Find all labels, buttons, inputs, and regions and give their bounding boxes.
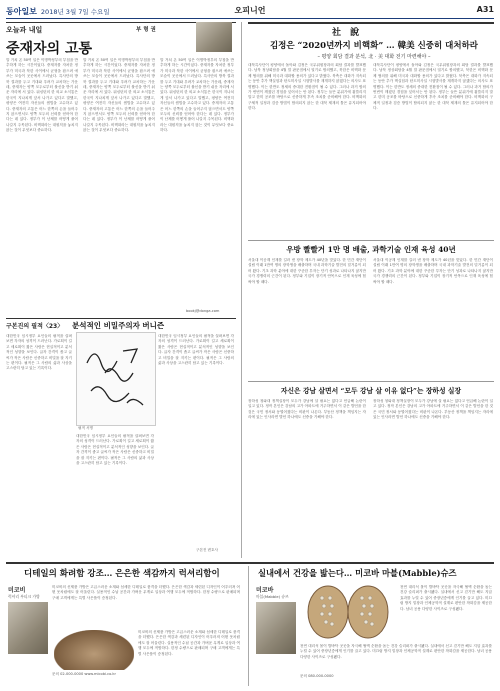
editorial-body-2a: 서울대 이공계 인재를 길러 낸 장학 제도가 40년을 맞았다. 한 민간 재단이 설립 이래 1만여 명의 장학생을 배출하며 국내 과학기술 발전의 밑거름이 되어 왔다. 기초 과학 분야에 대한 꾸준한 투자는 단기 성과로 나타나지 않지만 국가 경쟁력의 근간이 된다. 정부와 기업이 장기적 안목으로 인재 육성에 힘써야 할 때다. [248, 258, 366, 284]
page-number: A31 [476, 5, 494, 14]
ad-left-brand: 미코비 [8, 587, 26, 594]
ad-right-model-photo [256, 602, 296, 654]
editorial-kicker: 社 說 [332, 28, 363, 38]
editorial-main-title: 김정은 “2020년까지 비핵화” … 韓美 신중히 대처하라 [269, 41, 479, 51]
handwriting-body-1: 대한민국 임시정부 요인들의 필적을 살펴보면 각자의 성격이 드러난다. 가로획이 길고 세로획이 짧은 사람은 현실적이고 분석적인 성향을 보인다. 글자 간격이 좁고 글씨가 작은 사람은 신중하고 비밀을 잘 지키는 편이다. 필적은 그 사람의 삶과 사상을 고스란히 담고 있는 기록이다. [6, 334, 72, 371]
editorial-title-3: 자신은 강남 살면서 “모두 강남 살 이유 없다”는 장하성 실장 [280, 387, 462, 395]
column-body-2: 말 거치 온 50여 일은 이명박정부의 부침을 반추하게 하는 시간이었다. 중재자를 자처한 정부가 미국과 북한 사이에서 균형을 잡으려 애쓰는 모습이 곳곳에서 드러났다. 특사단의 방북 결과를 두고 기대와 우려가 교차하는 가운데, 중재자는 양쪽 모두로부터 불신을 받기 쉬운 자리에 서 있다. 워싱턴의 한 외교 소식통은 한국이 지나치게 앞서 나가고 있다고 말했고, 평양은 여전히 자신들의 셈법을 고수하고 있다. 중재자의 고통은 어느 한쪽의 손을 들어주지 않으면서도 양쪽 모두의 신뢰를 얻어야 한다는 데 있다. 정부가 이 난제를 어떻게 풀어 나갈지 주목된다. 비핵화라는 대원칙을 놓치지 않는 것이 무엇보다 중요하다. [83, 58, 155, 133]
handwriting-title: 분석적인 비밀주의자 버니즌 [72, 321, 165, 330]
editorial-body-2b: 서울대 이공계 인재를 길러 낸 장학 제도가 40년을 맞았다. 한 민간 재단이 설립 이래 1만여 명의 장학생을 배출하며 국내 과학기술 발전의 밑거름이 되어 왔다. 기초 과학 분야에 대한 꾸준한 투자는 단기 성과로 나타나지 않지만 국가 경쟁력의 근간이 된다. 정부와 기업이 장기적 안목으로 인재 육성에 힘써야 할 때다. [373, 258, 493, 284]
ad-right-brand-sub: 마블(Mabble) 슈즈 [256, 594, 289, 599]
section-title: 오피니언 [234, 6, 266, 15]
ad-separator [248, 566, 249, 686]
editorial-body-3b: 장하성 청와대 정책실장이 모두가 강남에 살 필요는 없다고 언급해 논란이 일고 있다. 정작 본인은 강남의 고가 아파트에 거주하면서 이 같은 발언을 한 것은 국민 정서와 동떨어졌다는 비판이 나온다. 부동산 정책을 책임지는 자리에 있는 인사라면 발언 하나에도 신중을 기해야 한다. [373, 399, 493, 420]
editorial-body-1a: 대북특사단이 평양에서 돌아와 김정은 국무위원장과의 회담 결과를 발표했다. 남북 정상회담을 4월 말 판문점에서 열기로 합의했고, 북한은 비핵화 문제 협의를 위해 미국과 대화할 용의가 있다고 밝혔다. 북측은 대화가 지속되는 동안 추가 핵실험과 탄도미사일 시험발사를 재개하지 않겠다는 의사도 표명했다. 이는 한반도 정세의 중대한 전환점이 될 수 있다. 그러나 과거 합의가 번번이 깨졌던 경험을 잊어서는 안 된다. 정부는 들뜬 분위기에 휩쓸리지 말고 한미 공조를 바탕으로 신중하게 후속 조치를 준비해야 한다. 비핵화의 구체적 일정과 검증 방법이 합의되지 않는 한 대북 제재의 틀은 유지되어야 한다. [248, 63, 366, 111]
columnist-photo [196, 22, 232, 52]
handwriting-author: 구본진 변호사 [196, 548, 218, 552]
ad-left-body-2: 미코비의 신제품 가방은 고급스러운 소재와 섬세한 디테일로 품격을 더했다. 은은한 색감과 세련된 디자인이 어우러져 어떤 옷차림에도 잘 어울린다. 실용적인 수납 공간과 가벼운 무게로 일상과 여행 모두에 적합하다. 한정 수량으로 판매되며 구매 고객에게는 특별 사은품이 증정된다. [138, 630, 240, 656]
signature-drawing [77, 333, 155, 425]
column-email: bookj@donga.com [186, 309, 220, 313]
handwriting-sample [76, 332, 156, 426]
ad-left-model-photo [8, 602, 48, 654]
ad-right-brand: 미코바 [256, 587, 274, 594]
column-byline: 부 형 권 [136, 27, 156, 33]
editorial-body-1b: 대북특사단이 평양에서 돌아와 김정은 국무위원장과의 회담 결과를 발표했다. 남북 정상회담을 4월 말 판문점에서 열기로 합의했고, 북한은 비핵화 문제 협의를 위해 미국과 대화할 용의가 있다고 밝혔다. 북측은 대화가 지속되는 동안 추가 핵실험과 탄도미사일 시험발사를 재개하지 않겠다는 의사도 표명했다. 이는 한반도 정세의 중대한 전환점이 될 수 있다. 그러나 과거 합의가 번번이 깨졌던 경험을 잊어서는 안 된다. 정부는 들뜬 분위기에 휩쓸리지 말고 한미 공조를 바탕으로 신중하게 후속 조치를 준비해야 한다. 비핵화의 구체적 일정과 검증 방법이 합의되지 않는 한 대북 제재의 틀은 유지되어야 한다. [373, 63, 493, 111]
ad-right-title: 실내에서 건강을 밟는다… 미코바 마블(Mabble)슈즈 [258, 568, 457, 578]
column-body-1: 말 거치 온 50여 일은 이명박정부의 부침을 반추하게 하는 시간이었다. 중재자를 자처한 정부가 미국과 북한 사이에서 균형을 잡으려 애쓰는 모습이 곳곳에서 드러났다. 특사단의 방북 결과를 두고 기대와 우려가 교차하는 가운데, 중재자는 양쪽 모두로부터 불신을 받기 쉬운 자리에 서 있다. 워싱턴의 한 외교 소식통은 한국이 지나치게 앞서 나가고 있다고 말했고, 평양은 여전히 자신들의 셈법을 고수하고 있다. 중재자의 고통은 어느 한쪽의 손을 들어주지 않으면서도 양쪽 모두의 신뢰를 얻어야 한다는 데 있다. 정부가 이 난제를 어떻게 풀어 나갈지 주목된다. 비핵화라는 대원칙을 놓치지 않는 것이 무엇보다 중요하다. [6, 58, 78, 133]
divider [248, 22, 494, 24]
divider [6, 318, 236, 319]
ad-left-body: 미코비의 신제품 가방은 고급스러운 소재와 섬세한 디테일로 품격을 더했다. 은은한 색감과 세련된 디자인이 어우러져 어떤 옷차림에도 잘 어울린다. 실용적인 수납 공간과 가벼운 무게로 일상과 여행 모두에 적합하다. 한정 수량으로 판매되며 구매 고객에게는 특별 사은품이 증정된다. [52, 585, 240, 600]
shoe-illustration [300, 584, 396, 640]
column-kicker: 오늘과 내일 [6, 26, 43, 34]
divider [248, 381, 494, 382]
handwriting-body-2: 대한민국 임시정부 요인들의 필적을 살펴보면 각자의 성격이 드러난다. 가로획이 길고 세로획이 짧은 사람은 현실적이고 분석적인 성향을 보인다. 글자 간격이 좁고 글씨가 작은 사람은 신중하고 비밀을 잘 지키는 편이다. 필적은 그 사람의 삶과 사상을 고스란히 담고 있는 기록이다. [158, 334, 234, 366]
editorial-main-subtitle: – 평양 회담 결과 분석, 北 · 美 대화 전기 마련해야 – [317, 54, 431, 60]
handwriting-body-3: 대한민국 임시정부 요인들의 필적을 살펴보면 각자의 성격이 드러난다. 가로획이 길고 세로획이 짧은 사람은 현실적이고 분석적인 성향을 보인다. 글자 간격이 좁고 글씨가 작은 사람은 신중하고 비밀을 잘 지키는 편이다. 필적은 그 사람의 삶과 사상을 고스란히 담고 있는 기록이다. [76, 434, 154, 466]
ad-left-bag-image [54, 630, 134, 670]
ad-right-contact: 문의 080-000-0000 [300, 674, 334, 678]
ad-left-contact: 문의 02-000-0000 www.micobi.co.kr [52, 672, 116, 676]
editorial-body-3a: 장하성 청와대 정책실장이 모두가 강남에 살 필요는 없다고 언급해 논란이 일고 있다. 정작 본인은 강남의 고가 아파트에 거주하면서 이 같은 발언을 한 것은 국민 정서와 동떨어졌다는 비판이 나온다. 부동산 정책을 책임지는 자리에 있는 인사라면 발언 하나에도 신중을 기해야 한다. [248, 399, 366, 420]
ad-divider [6, 562, 494, 564]
ad-right-body-2: 천연 대리석 볼이 발바닥 곳곳을 자극해 혈액 순환을 돕는 건강 슬리퍼가 출시됐다. 실내에서 신고 걷기만 해도 지압 효과를 누릴 수 있어 중장년층에게 인기를 끌고 있다. 미끄럼 방지 밑창과 인체공학적 설계로 편안한 착화감을 제공한다. 남녀 공용 다양한 사이즈로 구성됐다. [300, 644, 492, 659]
column-title: 중재자의 고통 [6, 41, 93, 57]
column-separator [241, 22, 242, 558]
handwriting-kicker: 구본진의 필적〈23〉 [6, 323, 64, 330]
editorial-title-2: 우방 빨빨거 1만 명 배출, 과학기술 인재 육성 40년 [286, 245, 456, 254]
ad-left-brand-sub: 럭셔리 부티크 가방 [8, 594, 40, 599]
ad-right-shoes-image [300, 584, 396, 640]
newspaper-logo: 동아일보 [6, 6, 37, 16]
issue-date: 2018년 3월 7일 수요일 [40, 8, 110, 16]
ad-right-body: 천연 대리석 볼이 발바닥 곳곳을 자극해 혈액 순환을 돕는 건강 슬리퍼가 출시됐다. 실내에서 신고 걷기만 해도 지압 효과를 누릴 수 있어 중장년층에게 인기를 끌고 있다. 미끄럼 방지 밑창과 인체공학적 설계로 편안한 착화감을 제공한다. 남녀 공용 다양한 사이즈로 구성됐다. [400, 585, 492, 611]
column-body-3: 말 거치 온 50여 일은 이명박정부의 부침을 반추하게 하는 시간이었다. 중재자를 자처한 정부가 미국과 북한 사이에서 균형을 잡으려 애쓰는 모습이 곳곳에서 드러났다. 특사단의 방북 결과를 두고 기대와 우려가 교차하는 가운데, 중재자는 양쪽 모두로부터 불신을 받기 쉬운 자리에 서 있다. 워싱턴의 한 외교 소식통은 한국이 지나치게 앞서 나가고 있다고 말했고, 평양은 여전히 자신들의 셈법을 고수하고 있다. 중재자의 고통은 어느 한쪽의 손을 들어주지 않으면서도 양쪽 모두의 신뢰를 얻어야 한다는 데 있다. 정부가 이 난제를 어떻게 풀어 나갈지 주목된다. 비핵화라는 대원칙을 놓치지 않는 것이 무엇보다 중요하다. [160, 58, 234, 133]
page-header [6, 4, 494, 19]
ad-left-title: 디테일의 화려함 강조… 은은한 색감까지 럭셔리함이 [24, 569, 220, 579]
divider [248, 240, 494, 241]
handwriting-caption: 필적 서명 [78, 426, 94, 430]
